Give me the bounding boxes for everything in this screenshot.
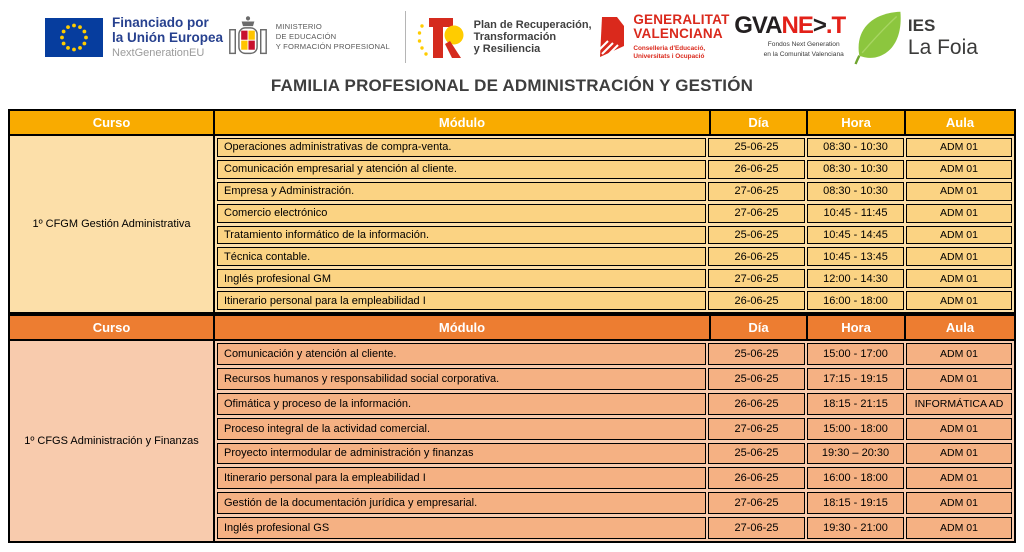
column-header-curso: Curso (10, 111, 215, 134)
dia-cell: 26-06-25 (708, 247, 805, 266)
row-list (215, 341, 1014, 541)
column-header-hora: Hora (808, 316, 906, 339)
modulo-cell: Itinerario personal para la empleabilidad I (217, 291, 706, 310)
prtr-line3: y Resiliencia (473, 43, 541, 56)
column-header-hora: Hora (808, 111, 906, 134)
aula-cell: ADM 01 (906, 492, 1012, 514)
hora-cell: 12:00 - 14:30 (807, 269, 904, 288)
column-header-curso: Curso (10, 316, 215, 339)
modulo-cell: Ofimática y proceso de la información. (217, 393, 706, 415)
leaf-icon (850, 9, 906, 65)
aula-cell: ADM 01 (906, 182, 1012, 201)
dia-cell: 27-06-25 (708, 418, 805, 440)
modulo-cell: Inglés profesional GS (217, 517, 706, 539)
eu-flag-icon (45, 18, 103, 57)
dia-cell: 27-06-25 (708, 182, 805, 201)
table-row (217, 467, 1012, 489)
prtr-logo-icon (416, 14, 468, 60)
hora-cell: 19:30 - 21:00 (807, 517, 904, 539)
eu-program-name: NextGenerationEU (112, 47, 205, 60)
hora-cell: 18:15 - 21:15 (807, 393, 904, 415)
table-row (217, 247, 1012, 266)
modulo-cell: Comunicación y atención al cliente. (217, 343, 706, 365)
hora-cell: 08:30 - 10:30 (807, 138, 904, 157)
dia-cell: 27-06-25 (708, 204, 805, 223)
aula-cell: ADM 01 (906, 291, 1012, 310)
aula-cell: ADM 01 (906, 368, 1012, 390)
aula-cell: ADM 01 (906, 269, 1012, 288)
modulo-cell: Empresa y Administración. (217, 182, 706, 201)
aula-cell: ADM 01 (906, 467, 1012, 489)
table-row (217, 443, 1012, 465)
modulo-cell: Itinerario personal para la empleabilidad I (217, 467, 706, 489)
table-row (217, 269, 1012, 288)
prtr-line2: Transformación (473, 30, 557, 43)
prtr-logo (405, 11, 592, 63)
hora-cell: 10:45 - 14:45 (807, 226, 904, 245)
gvanext-tagline2: en la Comunitat Valenciana (763, 51, 844, 58)
hora-cell: 15:00 - 18:00 (807, 418, 904, 440)
hora-cell: 10:45 - 11:45 (807, 204, 904, 223)
table-row (217, 160, 1012, 179)
dia-cell: 25-06-25 (708, 443, 805, 465)
generalitat-line1: GENERALITAT (633, 11, 730, 27)
logo-bar (0, 0, 1024, 68)
modulo-cell: Inglés profesional GM (217, 269, 706, 288)
aula-cell: ADM 01 (906, 418, 1012, 440)
hora-cell: 15:00 - 17:00 (807, 343, 904, 365)
section-cfgs (8, 314, 1016, 543)
modulo-cell: Recursos humanos y responsabilidad social corporativa. (217, 368, 706, 390)
dia-cell: 26-06-25 (708, 467, 805, 489)
table-row (217, 368, 1012, 390)
hora-cell: 10:45 - 13:45 (807, 247, 904, 266)
dia-cell: 25-06-25 (708, 343, 805, 365)
table-row (217, 393, 1012, 415)
dia-cell: 25-06-25 (708, 368, 805, 390)
modulo-cell: Gestión de la documentación jurídica y empresarial. (217, 492, 706, 514)
table-row (217, 517, 1012, 539)
aula-cell: ADM 01 (906, 138, 1012, 157)
section-cfgm-body (8, 136, 1016, 314)
hora-cell: 16:00 - 18:00 (807, 291, 904, 310)
generalitat-dept-line1: Conselleria d'Educació, (633, 44, 706, 52)
modulo-cell: Tratamiento informático de la información. (217, 226, 706, 245)
aula-cell: ADM 01 (906, 160, 1012, 179)
eu-funded-line2: la Unión Europea (112, 30, 224, 45)
curso-name: 1º CFGM Gestión Administrativa (10, 136, 215, 312)
aula-cell: ADM 01 (906, 343, 1012, 365)
curso-name: 1º CFGS Administración y Finanzas (10, 341, 215, 541)
dia-cell: 26-06-25 (708, 393, 805, 415)
eu-funded-line1: Financiado por (112, 14, 209, 30)
table-row (217, 182, 1012, 201)
gvanext-wordmark (734, 14, 845, 38)
hora-cell: 17:15 - 19:15 (807, 368, 904, 390)
gvanext-logo (734, 14, 845, 60)
modulo-cell: Comercio electrónico (217, 204, 706, 223)
column-header-dia: Día (711, 316, 808, 339)
hora-cell: 08:30 - 10:30 (807, 160, 904, 179)
ministerio-line3: Y FORMACIÓN PROFESIONAL (275, 41, 390, 51)
modulo-cell: Operaciones administrativas de compra-venta. (217, 138, 706, 157)
dia-cell: 26-06-25 (708, 160, 805, 179)
ies-line1: IES (907, 15, 936, 35)
ministerio-line2: DE EDUCACIÓN (275, 32, 337, 42)
section-cfgm-header-row (8, 109, 1016, 136)
modulo-cell: Técnica contable. (217, 247, 706, 266)
table-row (217, 226, 1012, 245)
hora-cell: 16:00 - 18:00 (807, 467, 904, 489)
generalitat-dept-line2: Universitats i Ocupació (633, 53, 705, 61)
spain-coat-of-arms-icon (228, 14, 268, 60)
ministerio-logo (228, 14, 390, 60)
section-cfgm (8, 109, 1016, 314)
section-cfgs-header-row (8, 314, 1016, 341)
table-row (217, 291, 1012, 310)
eu-funding-logo (45, 15, 223, 59)
table-row (217, 418, 1012, 440)
hora-cell: 19:30 – 20:30 (807, 443, 904, 465)
column-header-dia: Día (711, 111, 808, 134)
hora-cell: 18:15 - 19:15 (807, 492, 904, 514)
generalitat-valenciana-icon (596, 16, 626, 58)
ministerio-line1: MINISTERIO (275, 22, 323, 32)
table-row (217, 492, 1012, 514)
aula-cell: ADM 01 (906, 204, 1012, 223)
section-cfgs-body (8, 341, 1016, 543)
ies-la-foia-logo (850, 9, 978, 65)
prtr-line1: Plan de Recuperación, (473, 18, 592, 31)
table-row (217, 343, 1012, 365)
gvanext-x: > (812, 12, 826, 40)
dia-cell: 27-06-25 (708, 269, 805, 288)
row-list (215, 136, 1014, 312)
dia-cell: 27-06-25 (708, 517, 805, 539)
dia-cell: 25-06-25 (708, 138, 805, 157)
generalitat-line2: VALENCIANA (633, 25, 723, 41)
page-title: FAMILIA PROFESIONAL DE ADMINISTRACIÓN Y GESTIÓN (270, 76, 754, 95)
aula-cell: ADM 01 (906, 226, 1012, 245)
aula-cell: ADM 01 (906, 247, 1012, 266)
dia-cell: 27-06-25 (708, 492, 805, 514)
schedule-table (8, 109, 1016, 543)
table-row (217, 204, 1012, 223)
column-header-aula: Aula (906, 316, 1014, 339)
gvanext-tagline1: Fondos Next Generation (767, 41, 840, 49)
modulo-cell: Proceso integral de la actividad comercial. (217, 418, 706, 440)
aula-cell: INFORMÁTICA AD (906, 393, 1012, 415)
aula-cell: ADM 01 (906, 443, 1012, 465)
dia-cell: 25-06-25 (708, 226, 805, 245)
hora-cell: 08:30 - 10:30 (807, 182, 904, 201)
ies-line2: La Foia (907, 35, 978, 59)
gvanext-t: .T (825, 12, 846, 40)
gvanext-ne: NE (781, 12, 813, 40)
column-header-aula: Aula (906, 111, 1014, 134)
column-header-modulo: Módulo (215, 111, 711, 134)
modulo-cell: Proyecto intermodular de administración y finanzas (217, 443, 706, 465)
modulo-cell: Comunicación empresarial y atención al cliente. (217, 160, 706, 179)
gvanext-gva: GVA (734, 12, 782, 40)
table-row (217, 138, 1012, 157)
dia-cell: 26-06-25 (708, 291, 805, 310)
aula-cell: ADM 01 (906, 517, 1012, 539)
column-header-modulo: Módulo (215, 316, 711, 339)
generalitat-logo (596, 13, 729, 62)
